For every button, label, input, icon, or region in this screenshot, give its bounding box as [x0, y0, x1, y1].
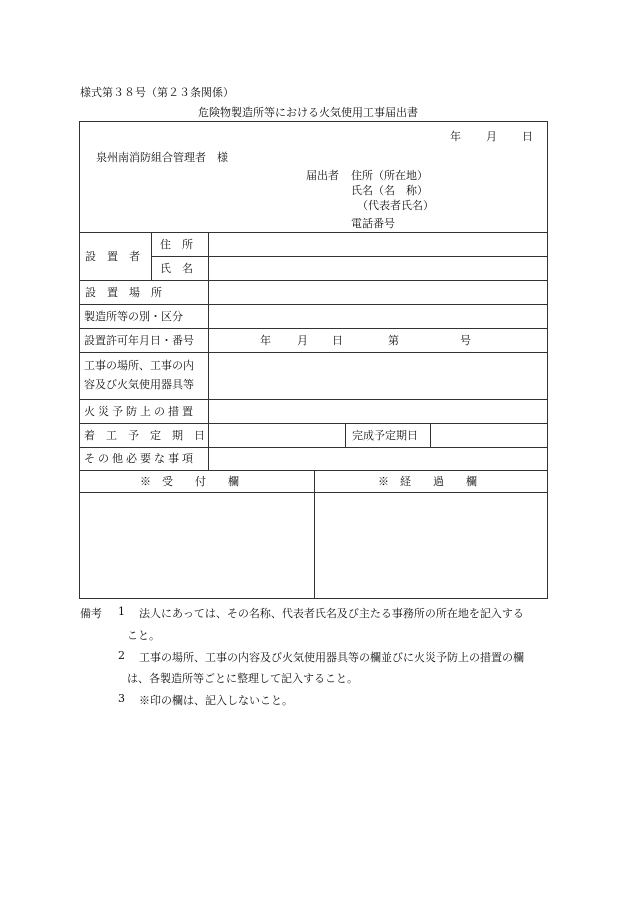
- note-text: 工事の場所、工事の内容及び火気使用器具等の欄並びに火災予防上の措置の欄: [139, 651, 524, 664]
- date-day: 日: [522, 130, 533, 143]
- permit-month: 月: [297, 334, 308, 347]
- installer-address-label: 住 所: [160, 238, 193, 251]
- date-year: 年: [450, 130, 461, 143]
- addressee: 泉州南消防組合管理者 様: [96, 151, 228, 164]
- permit-year: 年: [260, 334, 271, 347]
- representative-label: （代表者氏名）: [357, 199, 434, 212]
- location-label: 設 置 場 所: [85, 286, 162, 299]
- installer-label: 設 置 者: [85, 250, 140, 263]
- note-text: ※印の欄は、記入しないこと。: [139, 694, 293, 707]
- date-month: 月: [486, 130, 497, 143]
- form-title: 危険物製造所等における火気使用工事届出書: [198, 106, 418, 119]
- notes-label: 備考: [80, 607, 102, 620]
- work-details-label-line2: 容及び火気使用器具等: [84, 378, 194, 391]
- note-number: 2: [118, 649, 125, 662]
- installer-name-label: 氏 名: [160, 262, 193, 275]
- completion-date-label: 完成予定期日: [352, 429, 418, 442]
- note-text-continued: は、各製造所等ごとに整理して記入すること。: [127, 672, 358, 685]
- reception-header: ※ 受 付 欄: [140, 475, 239, 488]
- applicant-label: 届出者: [306, 169, 339, 182]
- fire-prevention-label: 火災予防上の措置: [84, 405, 196, 418]
- note-number: 3: [118, 692, 125, 705]
- progress-header: ※ 経 過 欄: [378, 475, 477, 488]
- name-label: 氏名（名 称）: [351, 184, 428, 197]
- address-label: 住所（所在地）: [351, 169, 428, 182]
- permit-no-suffix: 号: [460, 334, 471, 347]
- note-number: 1: [118, 605, 125, 618]
- facility-type-label: 製造所等の別・区分: [84, 310, 183, 323]
- note-text: 法人にあっては、その名称、代表者氏名及び主たる事務所の所在地を記入する: [139, 607, 524, 620]
- other-label: その他必要な事項: [84, 452, 196, 465]
- permit-day: 日: [332, 334, 343, 347]
- note-text-continued: こと。: [127, 629, 160, 642]
- permit-label: 設置許可年月日・番号: [84, 334, 194, 347]
- phone-label: 電話番号: [351, 217, 395, 230]
- form-number: 様式第３８号（第２３条関係）: [80, 86, 234, 99]
- permit-no-prefix: 第: [388, 334, 399, 347]
- start-date-label: 着 工 予 定 期 日: [84, 429, 205, 442]
- work-details-label-line1: 工事の場所、工事の内: [84, 359, 194, 372]
